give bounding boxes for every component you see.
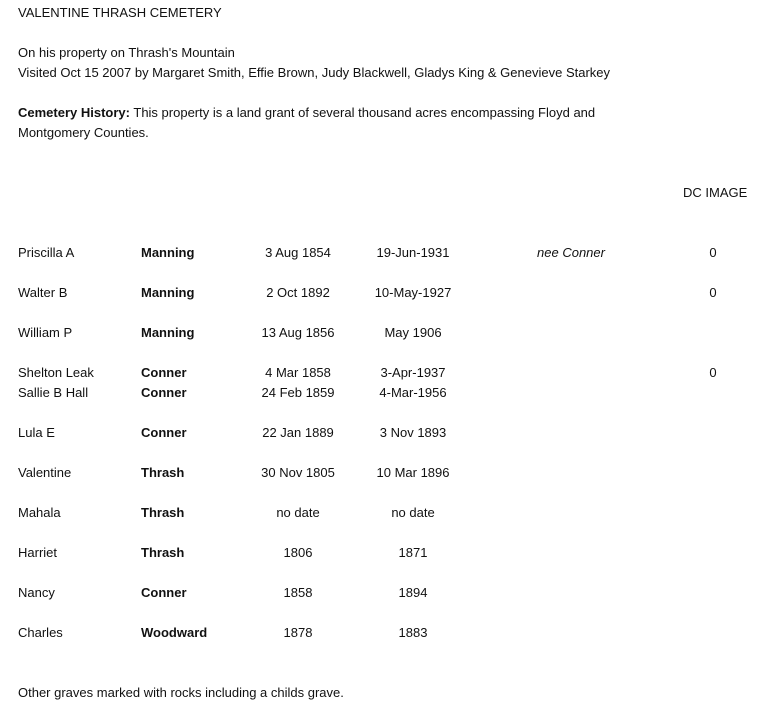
first-name: Priscilla A: [18, 245, 75, 260]
death-date: 1871: [398, 545, 428, 560]
birth-date: 24 Feb 1859: [261, 385, 335, 400]
burial-table: [0, 243, 763, 643]
surname: Manning: [141, 285, 195, 300]
location-text: On his property on Thrash's Mountain: [18, 45, 235, 60]
first-name: Charles: [18, 625, 63, 640]
maiden-name-note: nee Conner: [537, 245, 605, 260]
first-name: Harriet: [18, 545, 58, 560]
death-date: 3-Apr-1937: [380, 365, 446, 380]
history-text-line1: This property is a land grant of several thousand acres encompassing Floyd and: [130, 105, 596, 120]
visited-text: Visited Oct 15 2007 by Margaret Smith, Effie Brown, Judy Blackwell, Gladys King & Genevieve Starkey: [18, 65, 611, 80]
death-date: 1894: [398, 585, 428, 600]
first-name: Walter B: [18, 285, 68, 300]
death-date: May 1906: [384, 325, 442, 340]
birth-date: 3 Aug 1854: [265, 245, 331, 260]
birth-date: 1858: [283, 585, 313, 600]
table-row: [0, 423, 763, 443]
table-row: [0, 383, 763, 403]
table-row: [0, 463, 763, 483]
table-row: [0, 283, 763, 303]
history-label: Cemetery History:: [18, 105, 130, 120]
surname: Thrash: [141, 505, 185, 520]
table-row: [0, 323, 763, 343]
first-name: Lula E: [18, 425, 55, 440]
first-name: Mahala: [18, 505, 61, 520]
footer-note: Other graves marked with rocks including a childs grave.: [18, 685, 344, 700]
birth-date: 22 Jan 1889: [262, 425, 334, 440]
surname: Manning: [141, 245, 195, 260]
birth-date: 4 Mar 1858: [265, 365, 331, 380]
dc-image-header: DC IMAGE: [683, 185, 748, 200]
first-name: Sallie B Hall: [18, 385, 89, 400]
table-row: [0, 583, 763, 603]
surname: Conner: [141, 585, 187, 600]
birth-date: 1806: [283, 545, 313, 560]
surname: Thrash: [141, 465, 185, 480]
surname: Thrash: [141, 545, 185, 560]
surname: Manning: [141, 325, 195, 340]
surname: Conner: [141, 365, 187, 380]
death-date: 19-Jun-1931: [376, 245, 450, 260]
birth-date: no date: [276, 505, 320, 520]
first-name: William P: [18, 325, 73, 340]
history-text-line2: Montgomery Counties.: [18, 125, 149, 140]
death-date: no date: [391, 505, 435, 520]
surname: Conner: [141, 425, 187, 440]
first-name: Nancy: [18, 585, 55, 600]
table-row: [0, 543, 763, 563]
death-date: 10-May-1927: [374, 285, 452, 300]
surname: Woodward: [141, 625, 208, 640]
death-date: 3 Nov 1893: [379, 425, 447, 440]
first-name: Valentine: [18, 465, 72, 480]
dc-image-value: 0: [709, 365, 717, 380]
first-name: Shelton Leak: [18, 365, 94, 380]
birth-date: 2 Oct 1892: [266, 285, 330, 300]
death-date: 4-Mar-1956: [379, 385, 447, 400]
surname: Conner: [141, 385, 187, 400]
death-date: 1883: [398, 625, 428, 640]
dc-image-value: 0: [709, 285, 717, 300]
cemetery-history: [18, 103, 595, 123]
birth-date: 1878: [283, 625, 313, 640]
birth-date: 30 Nov 1805: [261, 465, 335, 480]
dc-image-value: 0: [709, 245, 717, 260]
death-date: 10 Mar 1896: [376, 465, 450, 480]
table-row: [0, 363, 763, 383]
table-row: [0, 243, 763, 263]
birth-date: 13 Aug 1856: [261, 325, 335, 340]
table-row: [0, 503, 763, 523]
table-row: [0, 623, 763, 643]
page-title: VALENTINE THRASH CEMETERY: [18, 5, 222, 20]
